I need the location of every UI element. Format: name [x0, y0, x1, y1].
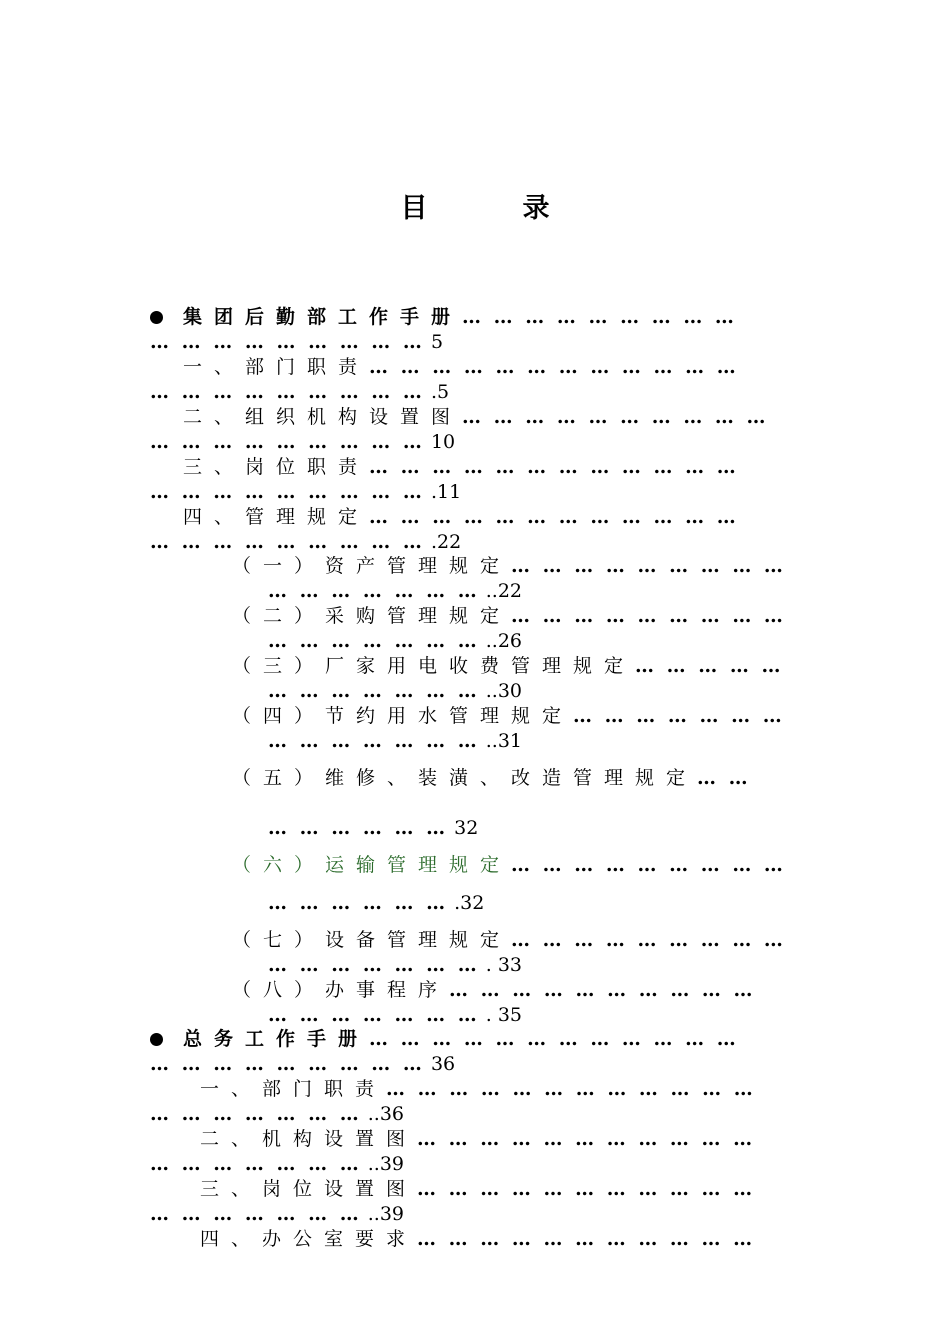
page-number: 10: [430, 431, 456, 453]
title-char-1: 目: [400, 193, 428, 224]
toc-entry-label: （四）节约用水管理规定… … … … … … …: [232, 705, 785, 727]
toc-entry-label: （三）厂家用电收费管理规定… … … … …: [232, 655, 784, 677]
toc-entry-leader-page: … … … … … … … ..36: [150, 1103, 405, 1125]
bullet-icon: [150, 1033, 163, 1046]
toc-entry-label: （二）采购管理规定… … … … … … … … …: [232, 605, 786, 627]
toc-entry-leader-page: … … … … … … … … … 36: [150, 1053, 456, 1075]
toc-entry-leader-page: … … … … … … 32: [268, 817, 479, 839]
toc-entry-leader-page: … … … … … … .32: [268, 892, 485, 914]
page-number: . 33: [485, 954, 523, 976]
page-number: 36: [430, 1053, 456, 1075]
toc-entry-leader-page: … … … … … … … … … .22: [150, 531, 462, 553]
page-number: .22: [430, 531, 462, 553]
toc-entry-label: 一、部门职责… … … … … … … … … … … …: [200, 1078, 756, 1100]
toc-entry-label: 总务工作手册… … … … … … … … … … … …: [183, 1028, 739, 1050]
page-number: ..36: [367, 1103, 405, 1125]
page-number: ..39: [367, 1153, 405, 1175]
toc-entry-leader-page: … … … … … … … … … 10: [150, 431, 456, 453]
toc-entry-label: （六）运输管理规定… … … … … … … … …: [232, 854, 786, 876]
toc-entry-leader-page: … … … … … … … … … .11: [150, 481, 462, 503]
toc-entry-label: 一、部门职责… … … … … … … … … … … …: [183, 356, 739, 378]
page-title: [0, 186, 950, 225]
toc-entry-leader-page: … … … … … … … . 33: [268, 954, 523, 976]
page-number: ..31: [485, 730, 523, 752]
toc-entry-label: （七）设备管理规定… … … … … … … … …: [232, 929, 786, 951]
page-number: ..22: [485, 580, 523, 602]
page-number: ..39: [367, 1203, 405, 1225]
toc-entry-leader-page: … … … … … … … … … 5: [150, 331, 444, 353]
title-char-2: 录: [522, 193, 550, 224]
toc-entry-label: 三、岗位设置图… … … … … … … … … … …: [200, 1178, 756, 1200]
toc-entry-leader-page: … … … … … … … . 35: [268, 1004, 523, 1026]
page-number: . 35: [485, 1004, 523, 1026]
page-number: ..30: [485, 680, 523, 702]
page-number: 32: [454, 817, 479, 839]
bullet-icon: [150, 311, 163, 324]
toc-entry-label: （一）资产管理规定… … … … … … … … …: [232, 555, 786, 577]
toc-entry-label: （八）办事程序… … … … … … … … … …: [232, 979, 756, 1001]
toc-entry-label: 二、组织机构设置图… … … … … … … … … …: [183, 406, 769, 428]
toc-entry-label: （五）维修、装潢、改造管理规定… …: [232, 767, 751, 789]
toc-entry-leader-page: … … … … … … … ..22: [268, 580, 523, 602]
page-number: .11: [430, 481, 462, 503]
toc-entry-leader-page: … … … … … … … ..31: [268, 730, 523, 752]
toc-entry-label: 四、管理规定… … … … … … … … … … … …: [183, 506, 739, 528]
toc-entry-leader-page: … … … … … … … ..26: [268, 630, 523, 652]
toc-entry-label: 三、岗位职责… … … … … … … … … … … …: [183, 456, 739, 478]
toc-entry-leader-page: … … … … … … … ..39: [150, 1153, 405, 1175]
toc-entry-label: 二、机构设置图… … … … … … … … … … …: [200, 1128, 756, 1150]
toc-entry-leader-page: … … … … … … … ..30: [268, 680, 523, 702]
toc-entry-label: 四、办公室要求… … … … … … … … … … …: [200, 1228, 756, 1250]
page-number: .5: [430, 381, 450, 403]
toc-entry-leader-page: … … … … … … … … … .5: [150, 381, 450, 403]
toc-entry-leader-page: … … … … … … … ..39: [150, 1203, 405, 1225]
dot-leader: … … … … … … … … …: [462, 306, 737, 328]
page-number: 5: [430, 331, 444, 353]
toc-entry-label: 集团后勤部工作手册… … … … … … … … …: [183, 306, 737, 328]
page-number: .32: [454, 892, 485, 914]
page-number: ..26: [485, 630, 523, 652]
